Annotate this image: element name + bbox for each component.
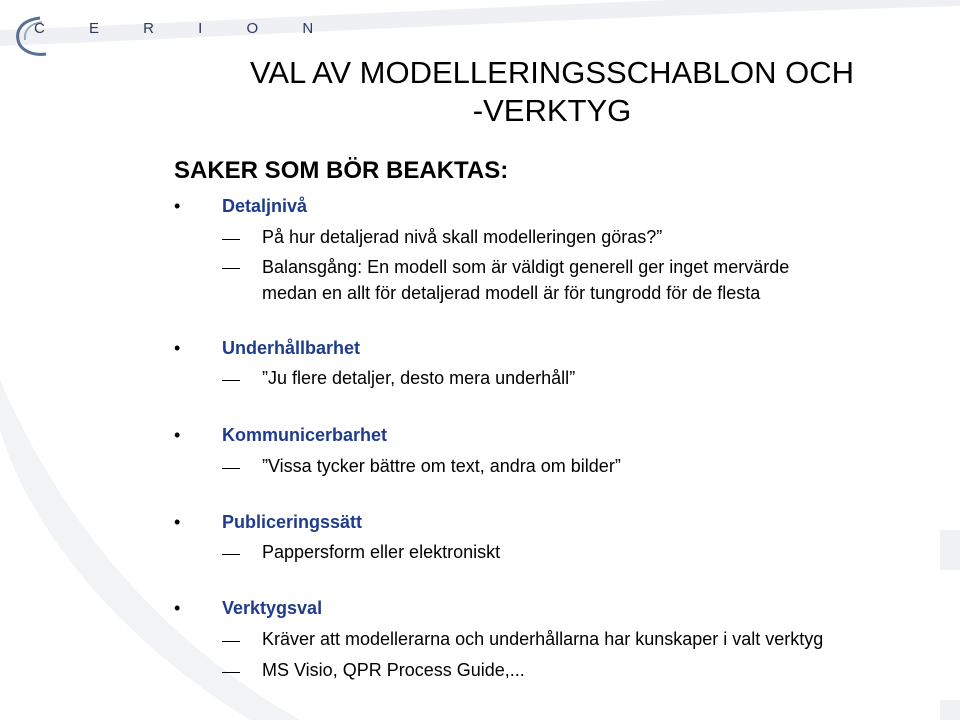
heading-publiceringssatt: Publiceringssätt — [222, 512, 363, 532]
list-item-continuation: medan en allt för detaljerad modell är för tungrodd för de flesta — [262, 283, 761, 303]
list-item: Pappersform eller elektroniskt — [262, 542, 501, 562]
dash-icon — [222, 641, 240, 642]
list-item: På hur detaljerad nivå skall modelleringen göras?” — [262, 227, 663, 247]
page-title: VAL AV MODELLERINGSSCHABLON OCH -VERKTYG — [249, 55, 855, 128]
bullet-icon: • — [174, 196, 181, 216]
section-subtitle: SAKER SOM BÖR BEAKTAS: — [174, 157, 509, 184]
dash-icon — [222, 554, 240, 555]
logo-text: C E R I O N — [34, 20, 334, 37]
dash-icon — [222, 239, 240, 240]
bullet-icon: • — [174, 598, 181, 618]
dash-icon — [222, 380, 240, 381]
heading-verktygsval: Verktygsval — [222, 598, 323, 618]
dash-icon — [222, 672, 240, 673]
list-item: ”Vissa tycker bättre om text, andra om bilder” — [262, 456, 621, 476]
list-item: ”Ju flere detaljer, desto mera underhåll” — [262, 368, 576, 388]
list-item: Kräver att modellerarna och underhållarna har kunskaper i valt verktyg — [262, 629, 824, 649]
bullet-icon: • — [174, 512, 181, 532]
dash-icon — [222, 268, 240, 269]
heading-detaljniva: Detaljnivå — [222, 196, 308, 216]
bullet-icon: • — [174, 425, 181, 445]
bullet-icon: • — [174, 338, 181, 358]
list-item: MS Visio, QPR Process Guide,... — [262, 660, 525, 680]
dash-icon — [222, 468, 240, 469]
list-item: Balansgång: En modell som är väldigt generell ger inget mervärde — [262, 257, 790, 277]
heading-kommunicerbarhet: Kommunicerbarhet — [222, 425, 388, 445]
heading-underhallbarhet: Underhållbarhet — [222, 338, 361, 358]
